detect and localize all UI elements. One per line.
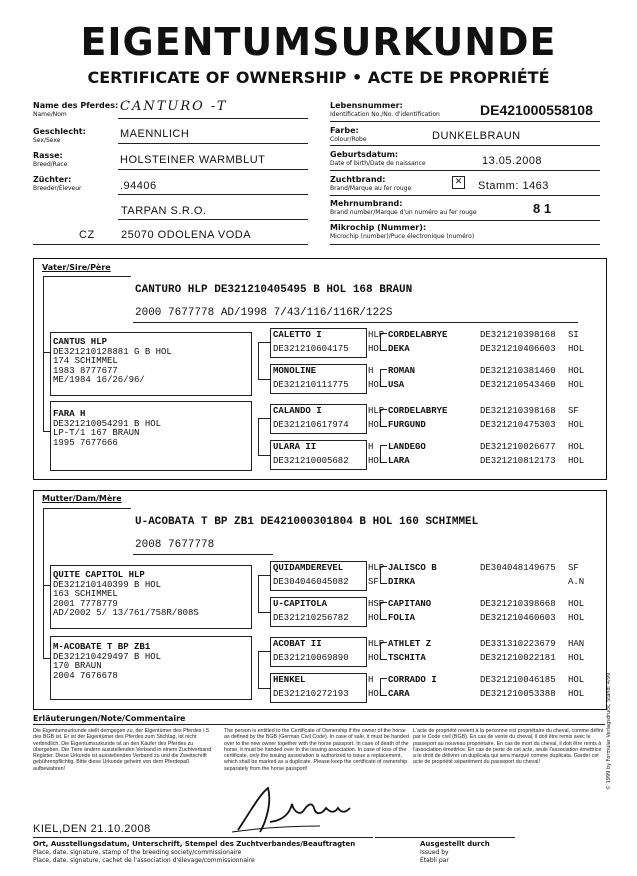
parent-name: CARA [388,689,410,699]
pedigree-line: M-ACOBATE T BP ZB1 [53,642,151,652]
parent-id: DE321210398168 [480,406,556,416]
parent-id: DE321210381460 [480,366,556,376]
ancestor-id: DE321210604175 [273,344,349,354]
name-label: Name des Pferdes: [33,101,119,110]
pedigree-line: QUITE CAPITOL HLP [53,570,145,580]
parent-name: TSCHITA [388,653,426,663]
parent-id: DE321210475303 [480,420,556,430]
ancestor-id: DE321210005682 [273,456,349,466]
pedigree-line: CANTUS HLP [53,337,108,347]
notes-french: L'acte de propriété revient à la personne est propriétaire du cheval, comme défini par le Code civil (BGB). En cas de vente du cheval, il doit être remis avec le passeport au nouveau propriétaire. En cas de mort du cheval, il doit être remis à l'association émettrice. En cas de perte de cet acte, seule l'association émettrice a le droit de délivrer un duplicata qui sera marqué comme duplicata. Garder cet acte de propriété séparément du passeport du cheval! [413,728,604,766]
parent-id: DE321210398168 [480,330,556,340]
parent-id: DE321210022181 [480,653,556,663]
ancestor-row [258,363,598,395]
ancestor-id: DE321210272193 [273,689,349,699]
ancestor-row [258,327,598,359]
parent-breed: SF [568,406,579,416]
sex-value: MAENNLICH [120,128,190,140]
parent-breed: HOL [568,456,585,466]
checked-box-icon: ✕ [452,176,465,189]
colour-value: DUNKELBRAUN [432,130,521,142]
ancestor-breed: H [368,366,374,376]
parent-id: DE321210398668 [480,599,556,609]
ancestor-name: ACOBAT II [273,639,322,649]
pedigree-line: 2001 7778779 [53,598,118,609]
parent-id: DE321210543460 [480,380,556,390]
ancestor-breed: HLP [368,639,385,649]
breed-value: HOLSTEINER WARMBLUT [120,154,266,166]
parent-breed: HOL [568,613,585,623]
microchip-label: Mikrochip (Nummer): [330,223,427,232]
parent-breed: HOL [568,420,585,430]
printer-notice: © 1999 by Formular Verlagsdruck, Stand: 4/99 [606,672,612,790]
issued-by-label-en: Issued by [420,849,449,856]
ancestor-name: ULARA II [273,442,317,452]
pedigree-line: 170 BRAUN [53,661,102,672]
pedigree-line: AD/2002 5/ 13/761/758R/808S [53,608,199,619]
parent-breed: HOL [568,366,585,376]
sire-section-label: Vater/Sire/Père [42,263,111,272]
parent-id: DE331310223679 [480,639,556,649]
place-date-value: KIEL,DEN 21.10.2008 [33,823,151,835]
ancestor-id: DE321210256782 [273,613,349,623]
parent-breed: HOL [568,675,585,685]
ancestor-breed: HSP [368,599,385,609]
sire-line2: 2000 7677778 AD/1998 7/43/116/116R/122S [135,307,393,319]
issued-by-label: Ausgestellt durch [420,840,490,848]
parent-name: LANDEGO [388,442,426,452]
parent-breed: A.N [568,577,585,587]
parent-breed: HOL [568,599,585,609]
notes-label: Erläuterungen/Note/Commentaire [33,714,186,723]
ancestor-breed: HOL [368,420,385,430]
parent-name: JALISCO B [388,563,437,573]
dam-granddam-text [53,643,161,681]
connector-line [258,651,271,689]
life-number-value: DE421000558108 [480,102,593,118]
pedigree-line: ME/1984 16/26/96/ [53,375,145,386]
ancestor-id: DE321210069890 [273,653,349,663]
breeder-number-value: .94406 [120,180,157,192]
parent-name: CORDELABRYE [388,330,448,340]
brand-value: Stamm: 1463 [478,180,549,192]
parent-name: CORRADO I [388,675,437,685]
pedigree-line: 2004 7676678 [53,670,118,681]
life-number-sublabel: Identification No./No. d'identification [330,111,440,118]
brand-number-label: Mehrnumbrand: [330,199,403,208]
ancestor-row [258,636,598,668]
ancestor-row [258,596,598,628]
birth-date-value: 13.05.2008 [482,155,543,167]
brand-sublabel: Brand/Marque au fer rouge [330,185,412,192]
ancestor-breed: H [368,442,374,452]
sex-sublabel: Sex/Sexe [33,137,61,144]
sire-granddam-text [53,410,161,448]
brand-label: Zuchtbrand: [330,175,386,184]
parent-name: USA [388,380,405,390]
ancestor-breed: HOL [368,613,385,623]
parent-name: CORDELABRYE [388,406,448,416]
breed-sublabel: Breed/Race [33,161,68,168]
place-date-label-en: Place, date, signature, stamp of the breeding society/commissionaire [33,849,242,856]
brand-number-sublabel: Brand number/Marque d'un numéro au fer rouge [330,209,477,216]
breeder-country-value: CZ [79,229,95,241]
parent-breed: HAN [568,639,585,649]
parent-breed: HOL [568,653,585,663]
ancestor-breed: SF [368,577,379,587]
breeder-name-value: TARPAN S.R.O. [121,205,207,217]
parent-breed: HOL [568,344,585,354]
ancestor-breed: HOL [368,380,385,390]
parent-breed: HOL [568,689,585,699]
pedigree-line: DE321210429497 B HOL [53,651,162,662]
ancestor-row [258,672,598,704]
ancestor-name: U-CAPITOLA [273,599,328,609]
life-number-label: Lebensnummer: [330,101,403,110]
pedigree-line: DE321210054291 B HOL [53,418,162,429]
name-sublabel: Name/Nom [33,111,67,118]
ancestor-name: QUIDAMDEREVEL [273,563,344,573]
birth-date-sublabel: Date of birth/Date de naissance [330,160,426,167]
sire-grandsire-text [53,338,172,386]
pedigree-line: DE321210140399 B HOL [53,579,162,590]
microchip-sublabel: Microchip (number)/Puce électronique (numéro) [330,233,475,240]
horse-name-value: CANTURO -T [120,99,228,114]
pedigree-line: 174 SCHIMMEL [53,356,118,367]
parent-id: DE321210812173 [480,456,556,466]
notes-english: The person is entitled to the Certificate of Ownership if the owner of the horse as defined by the BGB (German Civil Code). In case of sale, it must be handed over to the new owner together with the horse passport. In case of death of the horse, it must be handed over to the issuing association. In case of loss of the certificate, only the issuing association is authorized to issue a replacement, which shall be marked as a duplicate. Please keep the certificate of ownership separately from the horse passport! [224,728,409,772]
parent-breed: SI [568,330,579,340]
connector-line [258,342,271,380]
ancestor-row [258,560,598,592]
dam-line2: 2008 7677778 [135,539,215,551]
birth-date-label: Geburtsdatum: [330,150,399,159]
parent-name: CAPITANO [388,599,432,609]
sire-line1: CANTURO HLP DE321210405495 B HOL 168 BRAUN [135,284,413,296]
ancestor-breed: HOL [368,689,385,699]
ancestor-breed: HLP [368,406,385,416]
parent-name: ROMAN [388,366,416,376]
ancestor-breed: HOL [368,344,385,354]
colour-label: Farbe: [330,126,359,135]
breed-label: Rasse: [33,151,63,160]
ancestor-row [258,439,598,471]
ancestor-row [258,403,598,435]
connector-line [258,418,271,456]
ancestor-id: DE321210617974 [273,420,349,430]
parent-breed: SF [568,563,579,573]
place-date-label: Ort, Ausstellungsdatum, Unterschrift, Stempel des Zuchtverbandes/Beauftragten [33,840,356,848]
brand-number-value: 8 1 [533,201,552,216]
document-title: EIGENTUMSURKUNDE [80,20,557,64]
breeder-label: Züchter: [33,175,72,184]
colour-sublabel: Colour/Robe [330,136,367,143]
issued-by-label-fr: Établi par [420,857,449,864]
parent-name: DIRKA [388,577,416,587]
dam-section-label: Mutter/Dam/Mère [42,494,122,503]
parent-name: FOLIA [388,613,416,623]
pedigree-line: 1995 7677666 [53,437,118,448]
sex-label: Geschlecht: [33,127,86,136]
parent-name: DEKA [388,344,410,354]
ancestor-breed: HOL [368,456,385,466]
dam-grandsire-text [53,571,199,619]
parent-id: DE304048149675 [480,563,556,573]
parent-breed: HOL [568,380,585,390]
ancestor-id: DE304046045082 [273,577,349,587]
pedigree-line: 163 SCHIMMEL [53,589,118,600]
parent-id: DE321210406603 [480,344,556,354]
ancestor-name: HENKEL [273,675,306,685]
pedigree-line: DE321210128881 G B HOL [53,346,172,357]
notes-german: Die Eigentumsurkunde stellt demgegen zu, der Eigentümer des Pferdes i S des BGB ist. Er ist der Eigentümer des Pferdes zum Stichtag, ist nicht verbindlich. Die Eigentumsurkunde ist an den Käufer des Pferdes zu übergeben. Die Tiere ändern ausstellenden Verband in einem Zuchtverband Register. Diese Urkunde ist ausstellenden Verband zu und die Zweitschrift gebührenpflichtig. Bitte diese Urkunde geheim von dem Pferdepaß aufbewahren! [33,728,212,772]
parent-id: DE321210460603 [480,613,556,623]
ancestor-breed: HOL [368,653,385,663]
dam-line1: U-ACOBATA T BP ZB1 DE421000301804 B HOL 160 SCHIMMEL [135,516,479,528]
parent-name: FURGUND [388,420,426,430]
breeder-sublabel: Breeder/Éleveur [33,185,82,192]
parent-id: DE321210026677 [480,442,556,452]
pedigree-line: FARA H [53,409,86,419]
parent-id: DE321210046185 [480,675,556,685]
ancestor-breed: HLP [368,330,385,340]
ancestor-breed: HLP [368,563,385,573]
parent-name: ATHLET Z [388,639,432,649]
parent-breed: HOL [568,442,585,452]
breeder-address-value: 25070 ODOLENA VODA [121,229,252,241]
connector-line [258,575,271,613]
ancestor-name: CALETTO I [273,330,322,340]
ancestor-name: MONOLINE [273,366,317,376]
pedigree-line: 1983 8777677 [53,365,118,376]
parent-name: LARA [388,456,410,466]
document-subtitle: CERTIFICATE OF OWNERSHIP • ACTE DE PROPRIÉTÉ [87,68,550,87]
place-date-label-fr: Place, date, signature, cachet de l'association d'élevage/commissionnaire [33,857,255,864]
signature-scribble [230,782,360,837]
parent-id: DE321210053388 [480,689,556,699]
ancestor-name: CALANDO I [273,406,322,416]
ancestor-breed: H [368,675,374,685]
pedigree-line: LP-T/1 167 BRAUN [53,428,140,439]
ancestor-id: DE321210111775 [273,380,349,390]
